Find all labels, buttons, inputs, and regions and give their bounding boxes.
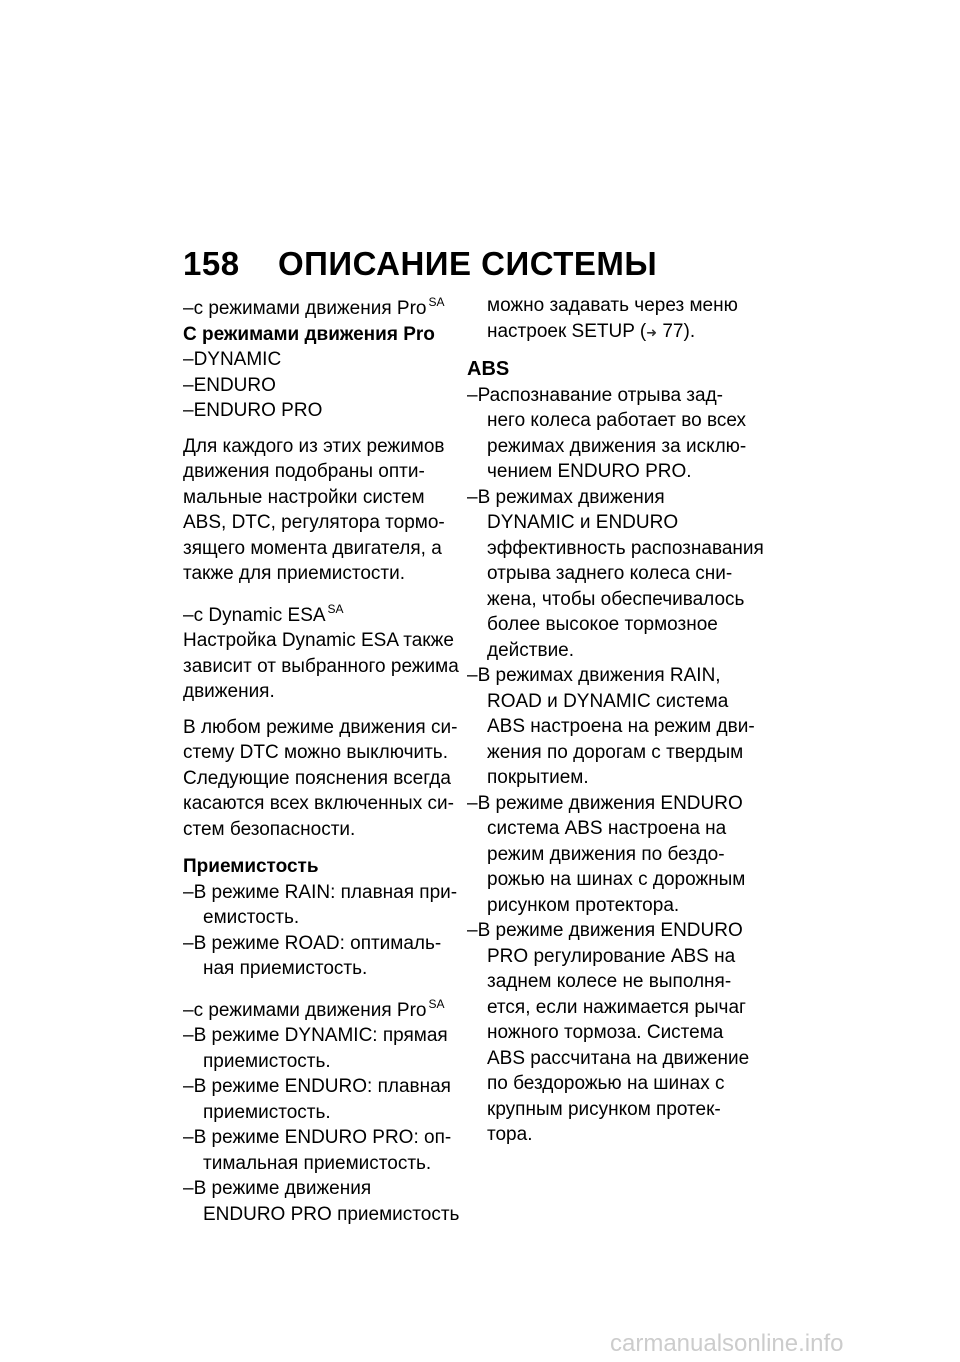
mode-item: –DYNAMIC <box>183 349 282 370</box>
mode-item: –ENDURO <box>183 374 276 396</box>
page-title: ОПИСАНИЕ СИСТЕМЫ <box>278 245 658 282</box>
list-item: –В режиме ENDURO: плавная приемистость. <box>183 1076 451 1123</box>
mode-item: –ENDURO PRO <box>183 400 323 421</box>
list-item: –В режиме движения ENDURO PRO приемистость <box>183 1178 460 1225</box>
page-number: 158 <box>183 245 240 282</box>
page-header <box>183 245 657 283</box>
pro-note: –с режимами движения Pro $^{SA}$ <box>183 996 445 1021</box>
sa-superscript: SA <box>327 601 344 616</box>
list-item: –В режиме ENDURO PRO: оп- тимальная приемистость. <box>183 1127 452 1174</box>
pro-note: –с режимами движения Pro $^{SA}$ <box>183 295 445 319</box>
paragraph-esa: Настройка Dynamic ESA также зависит от выбранного режима движения. <box>183 630 459 702</box>
list-item: –В режиме RAIN: плавная при- емистость. <box>183 881 458 928</box>
section-heading-throttle: Приемистость <box>183 856 319 877</box>
section-heading-abs: ABS <box>467 358 510 380</box>
sa-superscript: SA <box>428 295 445 309</box>
paragraph-settings: Для каждого из этих режимов движения подобраны опти- мальные настройки систем ABS, DTC, регулятора тормо- зящего момента двигателя, а также для приемистости. <box>183 435 445 584</box>
list-item: –В режиме ROAD: оптималь- ная приемистость. <box>183 932 442 979</box>
sa-superscript: SA <box>428 996 445 1011</box>
list-item: –Распознавание отрыва зад- него колеса работает во всех режимах движения за исклю- чением ENDURO PRO. <box>467 384 747 482</box>
left-column <box>183 290 460 1227</box>
list-item: –В режиме DYNAMIC: прямая приемистость. <box>183 1025 448 1072</box>
right-column: можно задавать через меню настроек SETUP (➜ 77). ABS –Распознавание отрыва зад- него колеса работает во всех режимах движения за исклю- чением ENDURO PRO. –В режимах движения DYNAMIC и ENDURO эффективность распознавания отрыва заднего колеса сни- жена, чтобы обеспечивалось более высокое тормозное действие. –В режимах движения RAIN, ROAD и DYNAMIC система ABS настроена на режим дви- жения по дорогам с твердым покрытием. –В режиме движения ENDURO система ABS настроена на режим движения по бездо- рожью на шинах с дорожным рисунком протектора. –В режиме движения ENDURO PRO регулирование ABS на заднем колесе не выполня- ется, если нажимается рычаг ножного тормоза. Система ABS рассчитана на движение по бездорожью на шинах с крупным рисунком протек- тора. <box>467 293 742 1148</box>
list-item: –В режиме движения ENDURO PRO регулирование ABS на заднем колесе не выполня- ется, если нажимается рычаг ножного тормоза. Система ABS рассчитана на движение по бездорожью на шинах с крупным рисунком протек- тора. <box>467 920 750 1145</box>
section-heading-pro: С режимами движения Pro <box>183 323 435 345</box>
paragraph-dtc: В любом режиме движения си- стему DTC можно выключить. Следующие пояснения всегда касаются всех включенных си- стем безопасности. <box>183 716 458 840</box>
page-reference: настроек SETUP (➜ 77). <box>487 320 696 342</box>
watermark-link[interactable]: carmanualsonline.info <box>610 1330 844 1357</box>
list-item: –В режиме движения ENDURO система ABS настроена на режим движения по бездо- рожью на шинах с дорожным рисунком протектора. <box>467 792 746 916</box>
arrow-icon: ➜ <box>646 324 658 340</box>
list-item: –В режимах движения DYNAMIC и ENDURO эффективность распознавания отрыва заднего колеса сни- жена, чтобы обеспечивалось более высокое тормозное действие. <box>467 486 764 661</box>
esa-note: –с Dynamic ESA $^{SA}$ <box>183 601 344 626</box>
list-item: –В режимах движения RAIN, ROAD и DYNAMIC система ABS настроена на режим дви- жения по дорогам с твердым покрытием. <box>467 665 755 788</box>
